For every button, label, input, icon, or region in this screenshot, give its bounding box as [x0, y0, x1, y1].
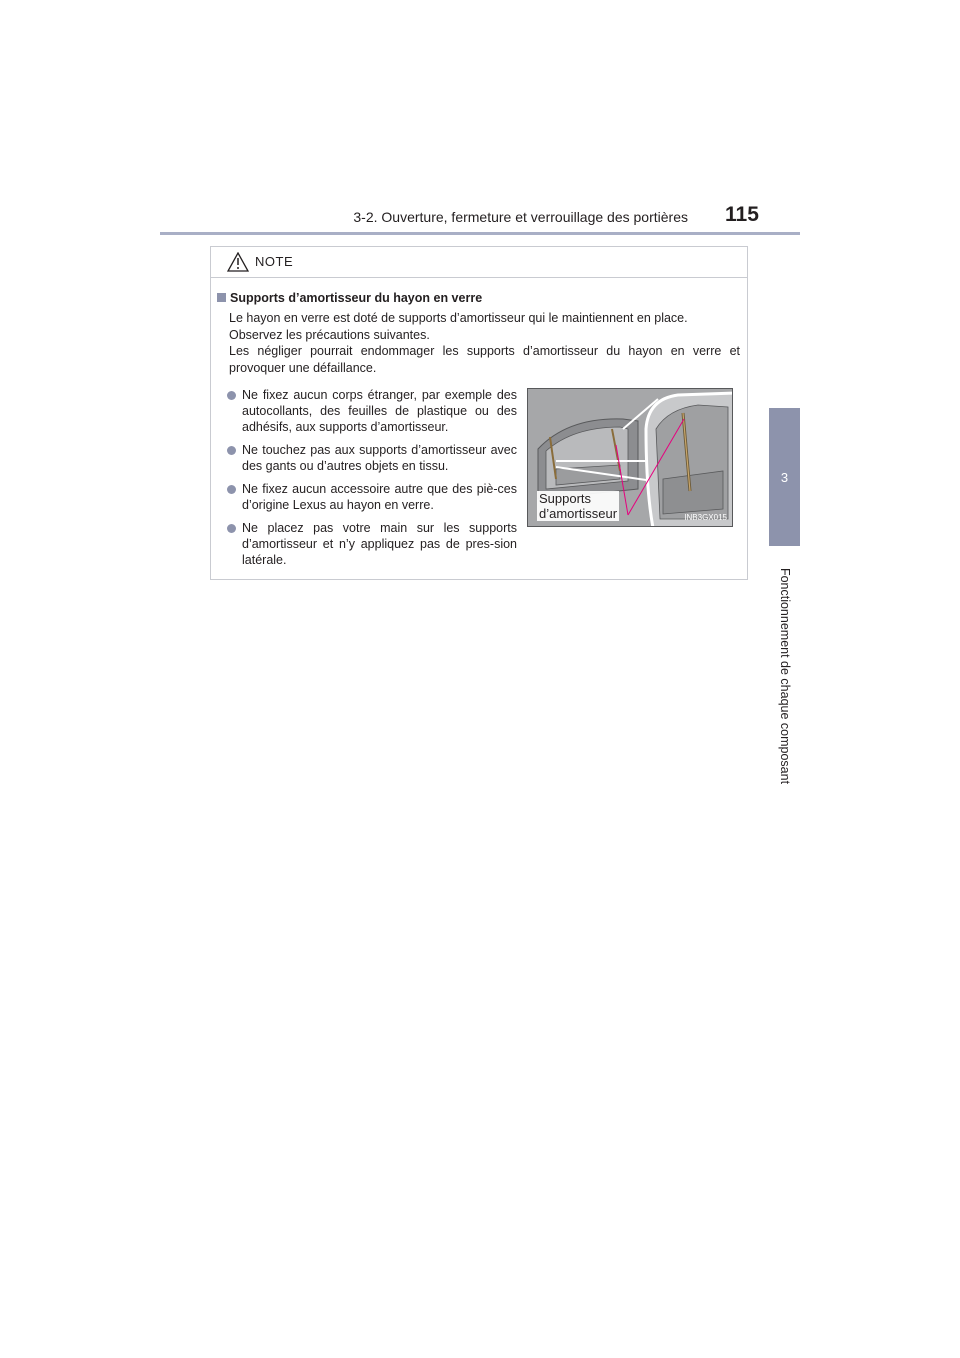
bullet-dot-icon	[227, 391, 236, 400]
section-title	[217, 291, 482, 305]
precaution-item	[227, 387, 517, 435]
bullet-dot-icon	[227, 446, 236, 455]
precaution-text: Ne fixez aucun corps étranger, par exemple des autocollants, des feuilles de plastique ou des adhésifs, aux supports d’amortisseur.	[242, 388, 517, 434]
intro-line: Les négliger pourrait endommager les supports d’amortisseur du hayon en verre et provoquer une défaillance.	[229, 344, 740, 375]
square-marker-icon	[217, 293, 226, 302]
callout-line: Supports	[539, 491, 592, 506]
intro-line: Observez les précautions suivantes.	[229, 327, 430, 342]
bullet-dot-icon	[227, 524, 236, 533]
section-title-text: Supports d’amortisseur du hayon en verre	[230, 291, 483, 305]
callout-line: d’amortisseur	[539, 506, 618, 521]
damper-stays-illustration	[527, 388, 733, 527]
precaution-text: Ne placez pas votre main sur les supports d’amortisseur et n’y appliquez pas de pres-sion latérale.	[242, 521, 517, 567]
note-header	[211, 247, 747, 278]
bullet-dot-icon	[227, 485, 236, 494]
note-label: NOTE	[255, 254, 294, 269]
precaution-item	[227, 481, 517, 513]
precaution-text: Ne touchez pas aux supports d’amortisseur avec des gants ou d’autres objets en tissu.	[242, 443, 517, 473]
precaution-item	[227, 442, 517, 474]
chapter-number: 3	[780, 470, 789, 485]
precaution-text: Ne fixez aucun accessoire autre que des piè-ces d’origine Lexus au hayon en verre.	[242, 482, 517, 512]
running-header-title: 3-2. Ouverture, fermeture et verrouillage des portières	[353, 209, 688, 225]
warning-triangle-icon	[227, 252, 249, 272]
chapter-tab	[769, 408, 800, 546]
damper-stays-callout	[537, 491, 619, 521]
precaution-list	[227, 387, 517, 575]
note-box	[210, 246, 748, 580]
precaution-item	[227, 520, 517, 568]
header-rule	[160, 232, 800, 235]
intro-text	[229, 310, 740, 376]
page-number: 115	[725, 203, 759, 226]
chapter-label: Fonctionnement de chaque composant	[778, 567, 792, 785]
figure-code: INB3GX015	[684, 513, 727, 522]
intro-line: Le hayon en verre est doté de supports d’amortisseur qui le maintiennent en place.	[229, 311, 688, 325]
